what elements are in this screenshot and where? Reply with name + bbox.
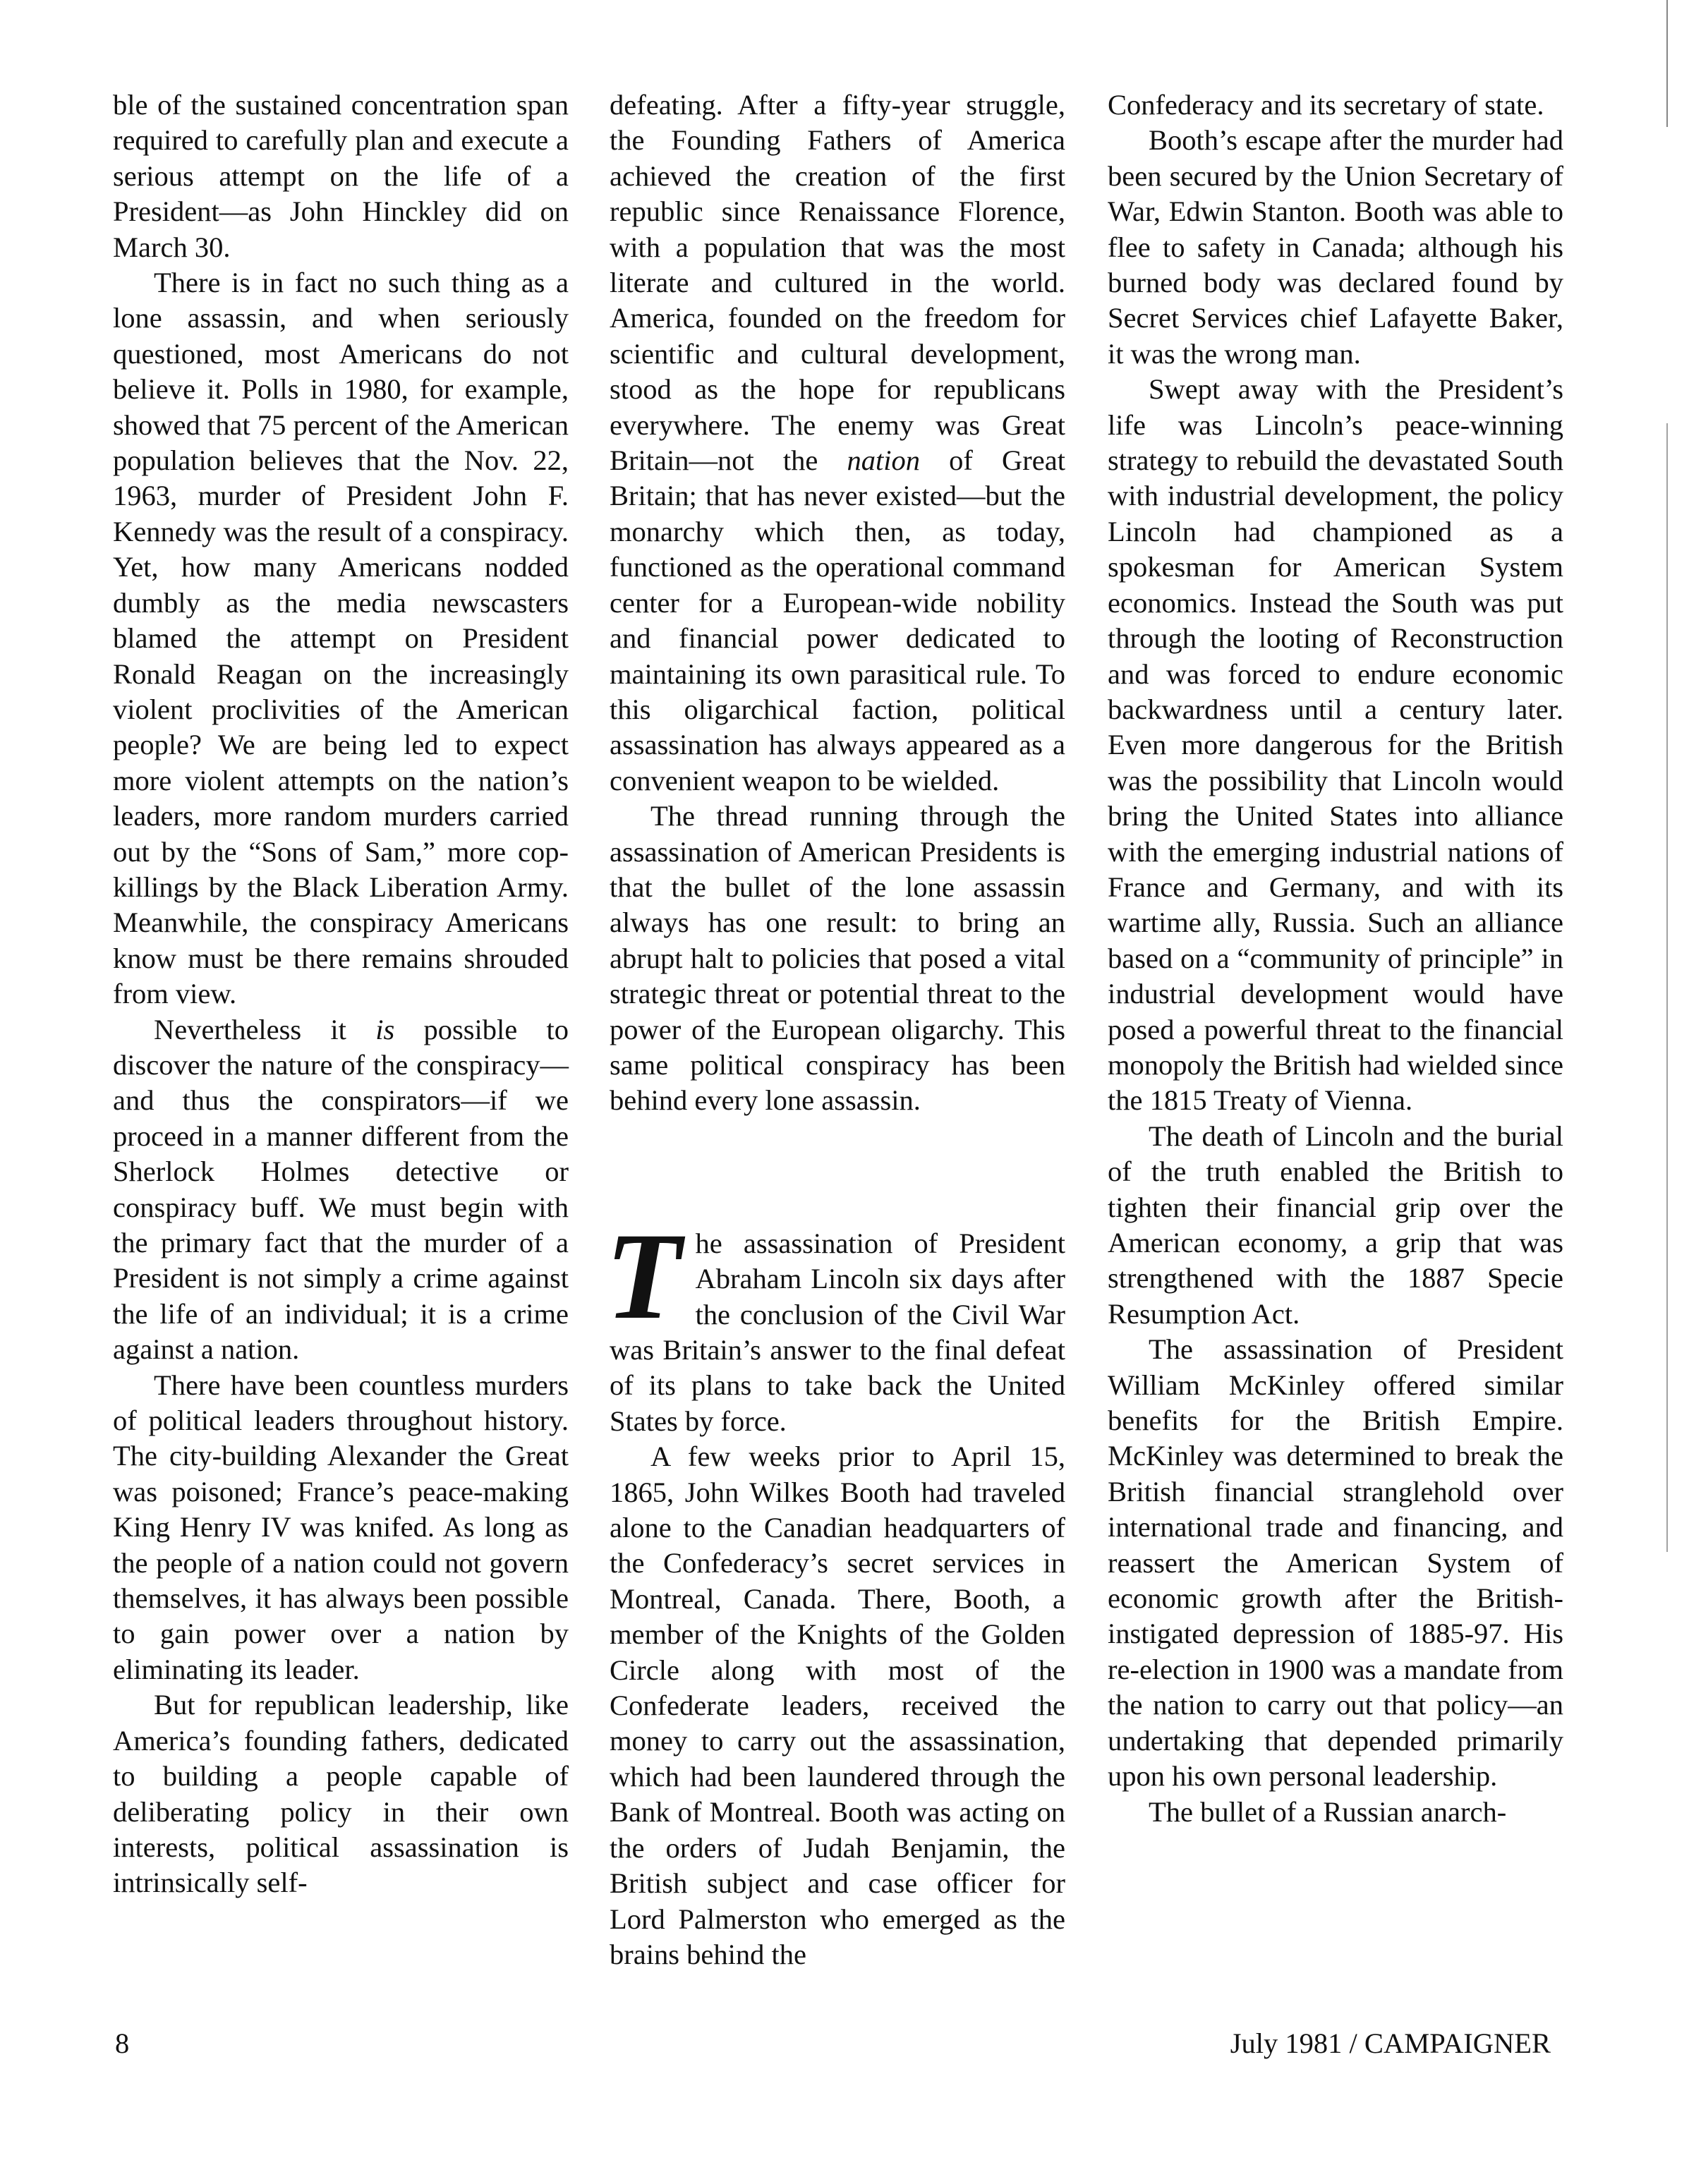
text-run: he assassination of President Abraham Lincoln six days after the conclusion of the Civil War was Britain’s answer to the final defeat of its plans to take back the United States by force.: [610, 1227, 1065, 1437]
paragraph: There is in fact no such thing as a lone assassin, and when seriously questioned, most Americans do not believe it. Polls in 1980, for example, showed that 75 percent of the American population believes that the Nov. 22, 1963, murder of President John F. Kennedy was the result of a conspiracy. Yet, how many Americans nodded dumbly as the media newscasters blamed the attempt on President Ronald Reagan on the increasingly violent proclivities of the American people? We are being led to expect more violent attempts on the nation’s leaders, more random murders carried out by the “Sons of Sam,” more cop-killings by the Black Liberation Army. Meanwhile, the conspiracy Americans know must be there remains shrouded from view.: [113, 267, 569, 1010]
paragraph: Swept away with the President’s life was Lincoln’s peace-winning strategy to rebuild the devastated South with industrial development, the policy Lincoln had championed as a spokesman for American System economics. Instead the South was put through the looting of Reconstruction and was forced to endure economic backwardness until a century later. Even more dangerous for the British was the possibility that Lincoln would bring the United States into alliance with the emerging industrial nations of France and Germany, and with its wartime ally, Russia. Such an alliance based on a “community of principle” in industrial development would have posed a powerful threat to the financial monopoly the British had wielded since the 1815 Treaty of Vienna.: [1108, 373, 1563, 1117]
paragraph: The bullet of a Russian anarch-: [1149, 1795, 1507, 1828]
paragraph: Confederacy and its secretary of state.: [1108, 89, 1544, 121]
paragraph: But for republican leadership, like America’s founding fathers, dedicated to building a people capable of deliberating policy in their own interests, political assassination is intrinsically self-: [113, 1689, 569, 1899]
paragraph: [113, 1012, 569, 1368]
drop-cap: T: [605, 1207, 682, 1345]
page-number: 8: [115, 2027, 130, 2059]
issue-footer: July 1981 / CAMPAIGNER: [1230, 2027, 1551, 2059]
text-run: Nevertheless it: [154, 1013, 376, 1045]
text-run: possible to discover the nature of the conspiracy—and thus the conspirators—if we proceed in a manner different from the Sherlock Holmes detective or conspiracy buff. We must begin with the primary fact that the murder of a President is not simply a crime against the life of an individual; it is a crime against a nation.: [113, 1013, 569, 1366]
paragraph: [610, 87, 1065, 799]
paragraph: The thread running through the assassination of American Presidents is that the bullet of the lone assassin always has one result: to bring an abrupt halt to policies that posed a vital strategic threat or potential threat to the power of the European oligarchy. This same political conspiracy has been behind every lone assassin.: [610, 800, 1065, 1117]
paragraph: There have been countless murders of political leaders throughout history. The city-building Alexander the Great was poisoned; France’s peace-making King Henry IV was knifed. As long as the people of a nation could not govern themselves, it has always been possible to gain power over a nation by eliminating its leader.: [113, 1369, 569, 1685]
emphasis: nation: [847, 444, 921, 477]
paragraph: Booth’s escape after the murder had been secured by the Union Secretary of War, Edwin Stanton. Booth was able to flee to safety in Canada; although his burned body was declared found by Secret Services chief Lafayette Baker, it was the wrong man.: [1108, 124, 1563, 370]
emphasis: is: [375, 1013, 395, 1045]
text-column-1: [113, 87, 569, 1901]
paragraph: A few weeks prior to April 15, 1865, John Wilkes Booth had traveled alone to the Canadian headquarters of the Confederacy’s secret services in Montreal, Canada. There, Booth, a member of the Knights of the Golden Circle along with most of the Confederate leaders, received the money to carry out the assassination, which had been laundered through the Bank of Montreal. Booth was acting on the orders of Judah Benjamin, the British subject and case officer for Lord Palmerston who emerged as the brains behind the: [610, 1440, 1065, 1970]
paragraph: The assassination of President William McKinley offered similar benefits for the British Empire. McKinley was determined to break the British financial stranglehold over international trade and financing, and reassert the American System of economic growth after the British-instigated depression of 1885-97. His re-election in 1900 was a mandate from the nation to carry out that policy—an undertaking that depended primarily upon his own personal leadership.: [1108, 1333, 1563, 1792]
section-opening-paragraph: [605, 1207, 1065, 1439]
paragraph: The death of Lincoln and the burial of the truth enabled the British to tighten their financial grip over the American economy, a grip that was strengthened with the 1887 Specie Resumption Act.: [1108, 1120, 1563, 1330]
text-run: of Great Britain; that has never existed—but the monarchy which then, as today, functioned as the operational command center for a European-wide nobility and financial power dedicated to maintaining its own parasitical rule. To this oligarchical faction, political assassination has always appeared as a convenient weapon to be wielded.: [610, 444, 1065, 796]
text-column-2: [605, 87, 1065, 1972]
text-run: defeating. After a fifty-year struggle, the Founding Fathers of America achieved the creation of the first republic since Renaissance Florence, with a population that was the most literate and cultured in the world. America, founded on the freedom for scientific and cultural development, stood as the hope for republicans everywhere. The enemy was Great Britain—not the: [610, 89, 1065, 477]
scan-edge-line: [1666, 0, 1668, 2184]
text-column-3: [1108, 87, 1563, 1830]
paragraph: ble of the sustained concentration span required to carefully plan and execute a serious attempt on the life of a President—as John Hinckley did on March 30.: [113, 89, 569, 263]
